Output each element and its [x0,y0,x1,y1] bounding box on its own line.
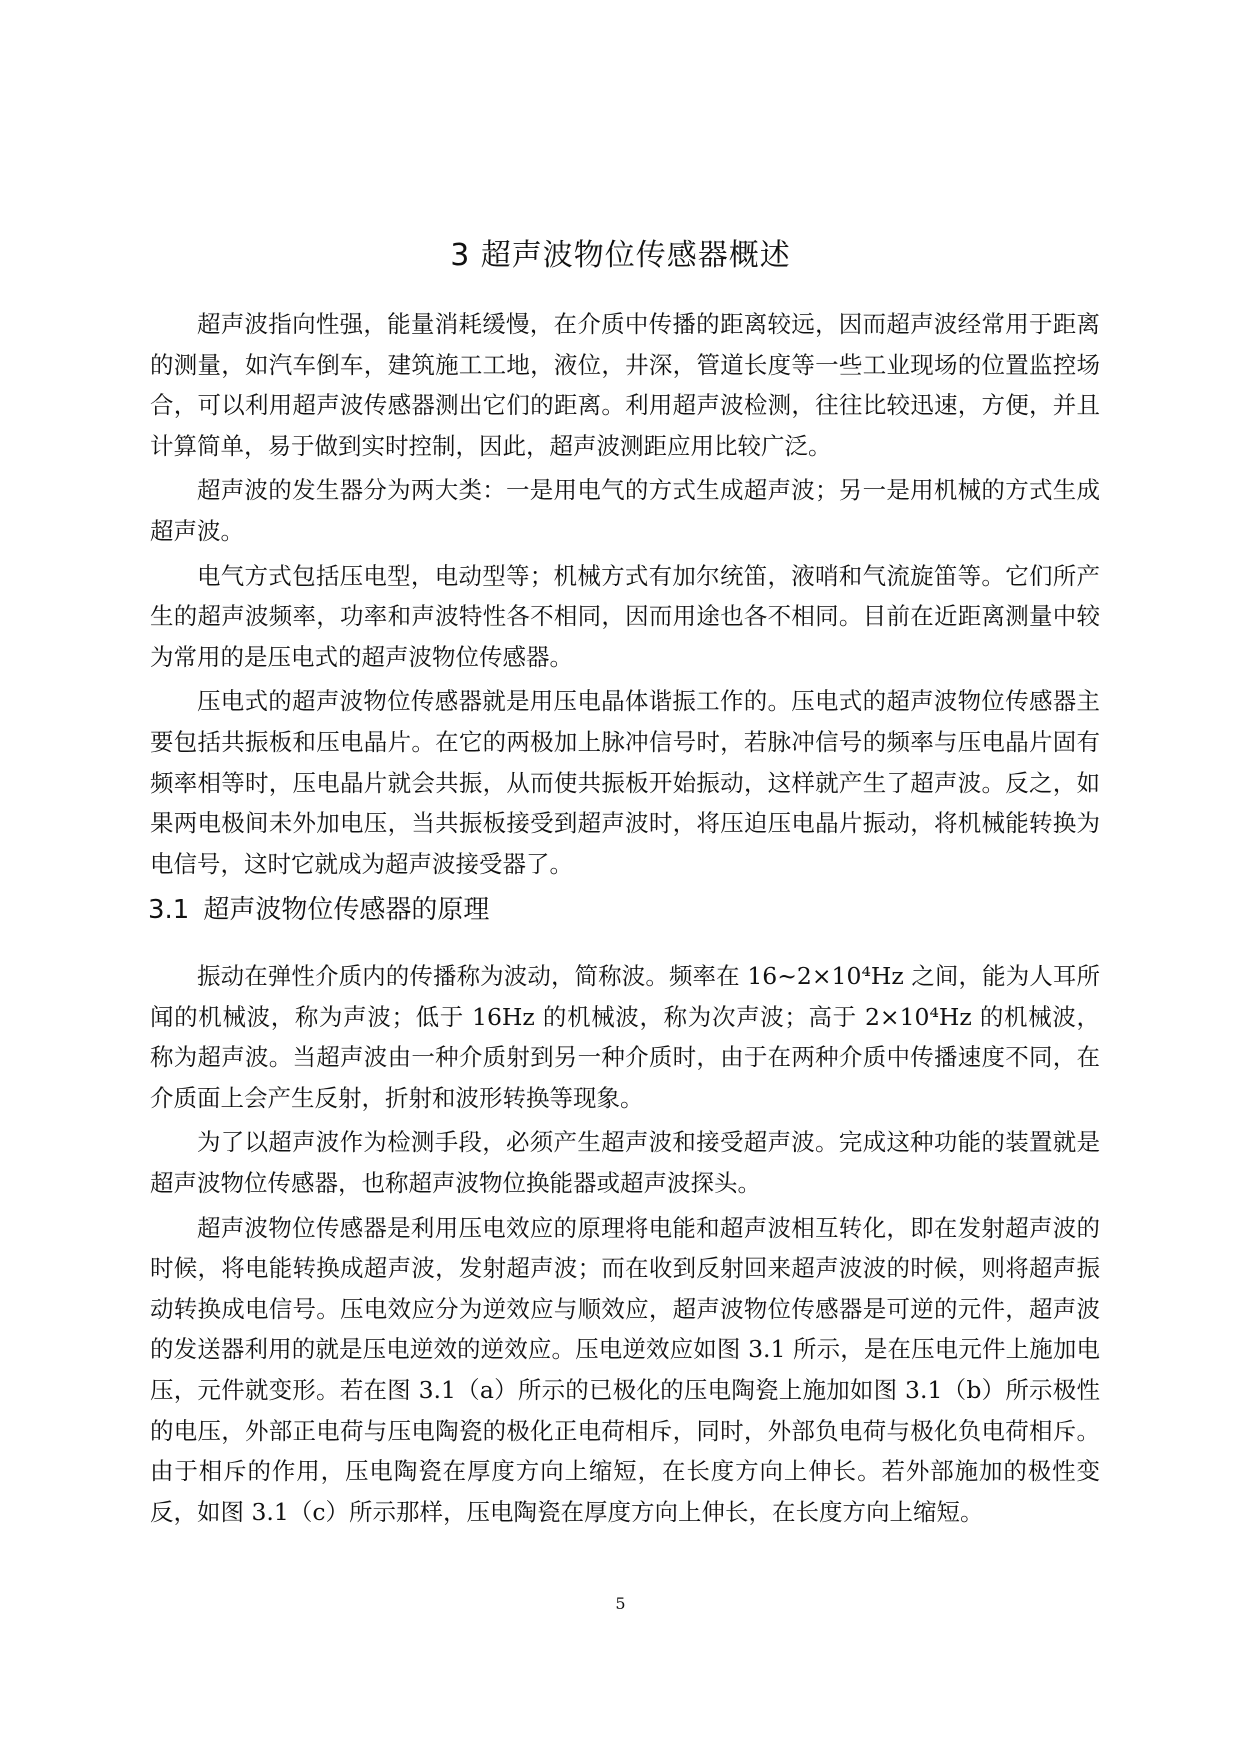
section-heading [148,892,489,928]
paragraph: 压电式的超声波物位传感器就是用压电晶体谐振工作的。压电式的超声波物位传感器主要包括共振板和压电晶片。在它的两极加上脉冲信号时，若脉冲信号的频率与压电晶片固有频率相等时，压电晶片就会共振，从而使共振板开始振动，这样就产生了超声波。反之，如果两电极间未外加电压，当共振板接受到超声波时，将压迫压电晶片振动，将机械能转换为电信号，这时它就成为超声波接受器了。 [150,687,1100,878]
paragraph: 超声波的发生器分为两大类：一是用电气的方式生成超声波；另一是用机械的方式生成超声波。 [150,476,1100,545]
section-title-text: 超声波物位传感器的原理 [203,895,490,925]
paragraph: 超声波指向性强，能量消耗缓慢，在介质中传播的距离较远，因而超声波经常用于距离的测量，如汽车倒车，建筑施工工地，液位，井深，管道长度等一些工业现场的位置监控场合，可以利用超声波传感器测出它们的距离。利用超声波检测，往往比较迅速，方便，并且计算简单，易于做到实时控制，因此，超声波测距应用比较广泛。 [150,310,1100,460]
chapter-title: 3 超声波物位传感器概述 [450,238,791,273]
intro-body [150,304,1100,884]
page-number: 5 [615,1594,626,1613]
paragraph: 振动在弹性介质内的传播称为波动，简称波。频率在 16~2×10⁴Hz 之间，能为人耳所闻的机械波，称为声波；低于 16Hz 的机械波，称为次声波；高于 2×10⁴Hz 的机械波，称为超声波。当超声波由一种介质射到另一种介质时，由于在两种介质中传播速度不同，在介质面上会产生反射，折射和波形转换等现象。 [150,962,1100,1112]
paragraph: 电气方式包括压电型，电动型等；机械方式有加尔统笛，液哨和气流旋笛等。它们所产生的超声波频率，功率和声波特性各不相同，因而用途也各不相同。目前在近距离测量中较为常用的是压电式的超声波物位传感器。 [150,561,1100,671]
section-number: 3.1 [148,895,190,925]
paragraph: 为了以超声波作为检测手段，必须产生超声波和接受超声波。完成这种功能的装置就是超声波物位传感器，也称超声波物位换能器或超声波探头。 [150,1128,1100,1197]
paragraph: 超声波物位传感器是利用压电效应的原理将电能和超声波相互转化，即在发射超声波的时候，将电能转换成超声波，发射超声波；而在收到反射回来超声波波的时候，则将超声振动转换成电信号。压电效应分为逆效应与顺效应，超声波物位传感器是可逆的元件，超声波的发送器利用的就是压电逆效的逆效应。压电逆效应如图 3.1 所示，是在压电元件上施加电压，元件就变形。若在图 3.1（a）所示的已极化的压电陶瓷上施加如图 3.1（b）所示极性的电压，外部正电荷与压电陶瓷的极化正电荷相斥，同时，外部负电荷与极化负电荷相斥。由于相斥的作用，压电陶瓷在厚度方向上缩短，在长度方向上伸长。若外部施加的极性变反，如图 3.1（c）所示那样，压电陶瓷在厚度方向上伸长，在长度方向上缩短。 [150,1213,1100,1526]
section-body [150,956,1100,1532]
